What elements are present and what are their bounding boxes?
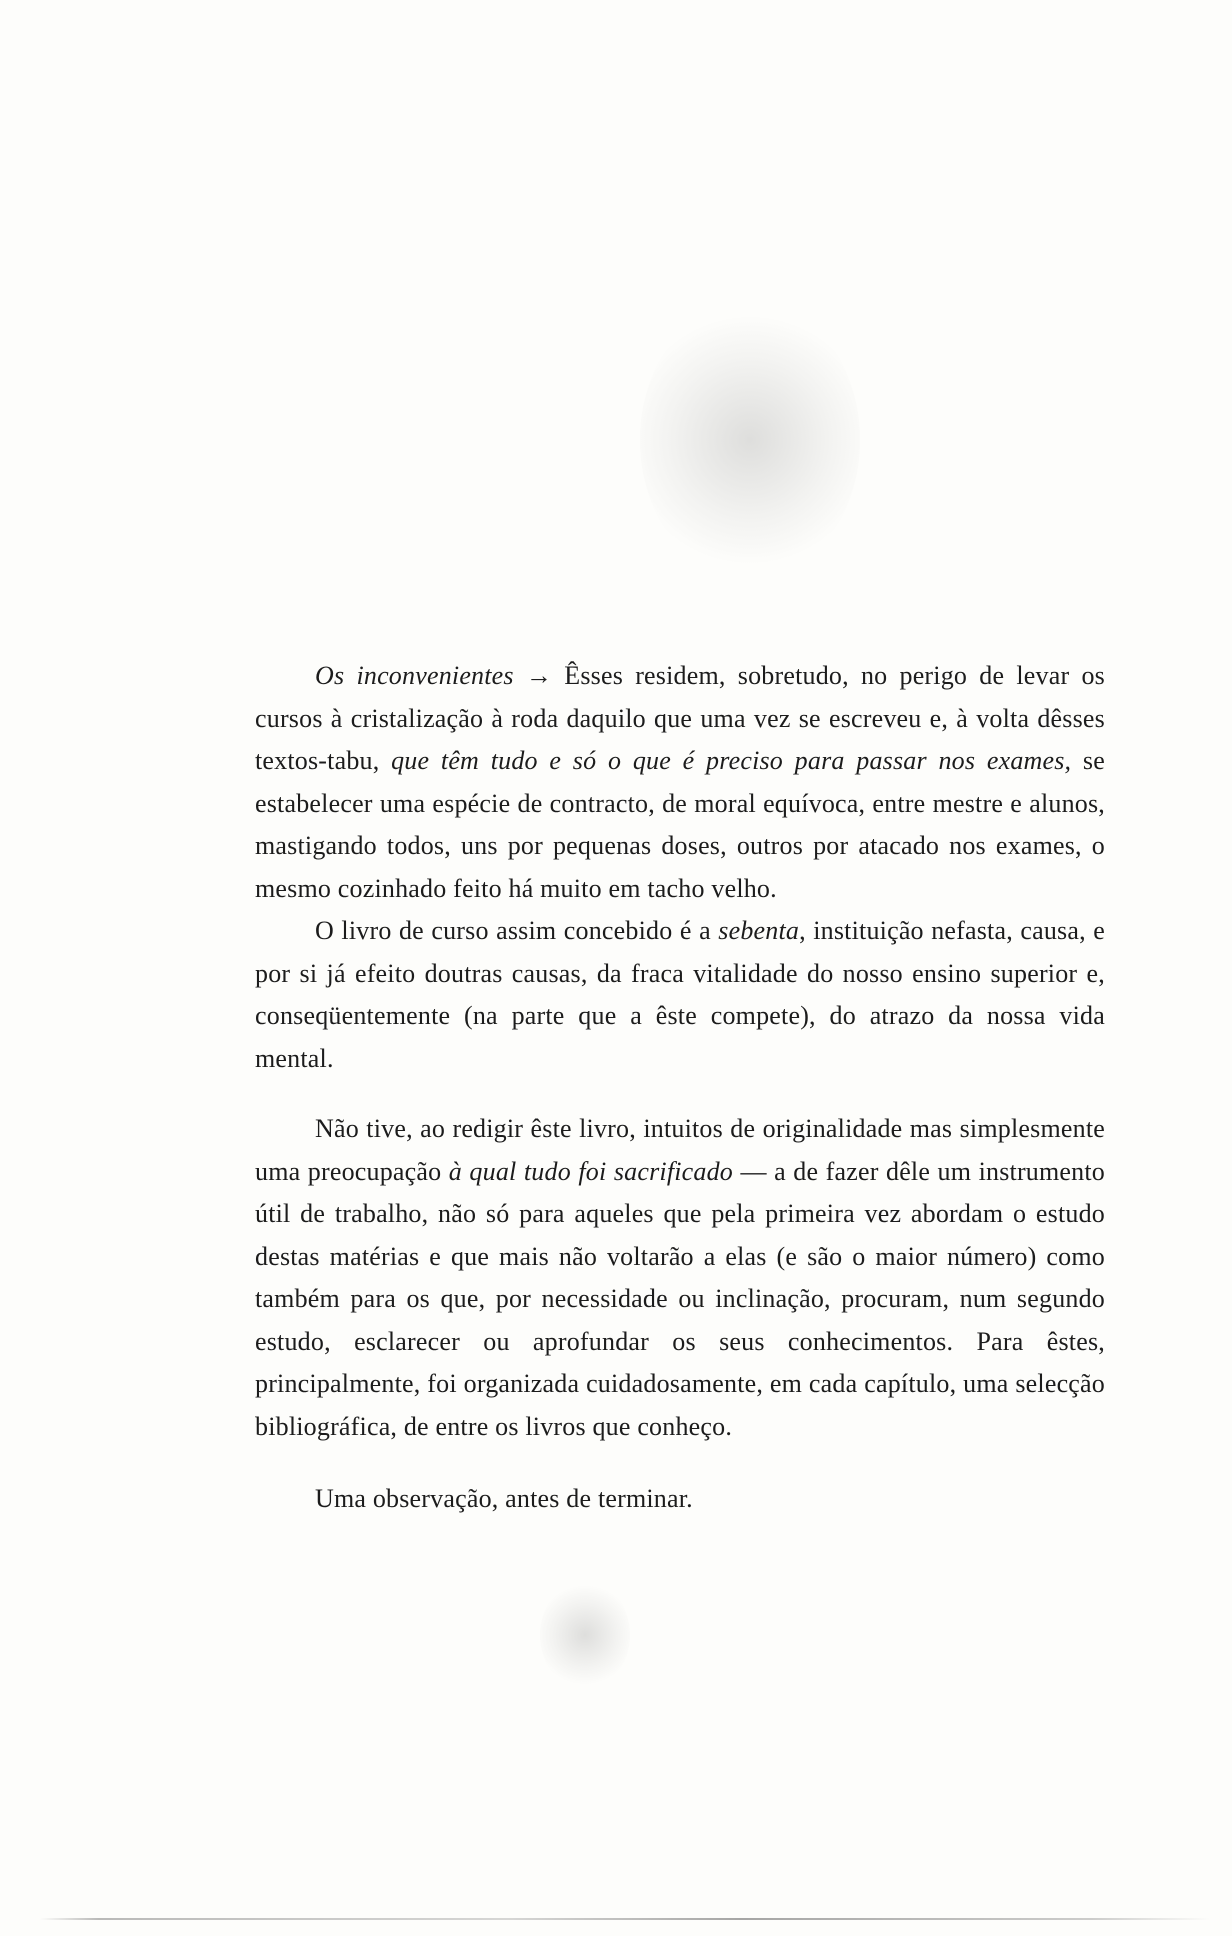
paragraph-label: Os inconvenientes — [315, 661, 514, 690]
page-edge-shadow — [40, 1918, 1210, 1920]
paper-stain — [640, 300, 860, 580]
arrow-symbol: → — [525, 661, 553, 690]
body-text — [255, 655, 1105, 1521]
paper-stain — [540, 1580, 630, 1690]
paragraph-originalidade: Não tive, ao redigir êste livro, intuitos de originalidade mas simplesmente uma preocupação à qual tudo foi sacrificado — a de fazer dêle um instrumento útil de trabalho, não só para aqueles que pela primeira vez abordam o estudo destas matérias e que mais não voltarão a elas (e são o maior número) como também para os que, por necessidade ou inclinação, procuram, num segundo estudo, esclarecer ou aprofundar os seus conhecimentos. Para êstes, principalmente, foi organizada cuidadosamente, em cada capítulo, uma selecção bibliográfica, de entre os livros que conheço. — [255, 1114, 1105, 1441]
paragraph-observacao: Uma observação, antes de terminar. — [315, 1484, 693, 1513]
paragraph-sebenta: O livro de curso assim concebido é a sebenta, instituição nefasta, causa, e por si já efeito doutras causas, da fraca vitalidade do nosso ensino superior e, conseqüentemente (na parte que a êste compete), do atrazo da nossa vida mental. — [255, 916, 1105, 1073]
paragraph-inconvenientes: Os inconvenientes → Êsses residem, sobretudo, no perigo de levar os cursos à cristalização à roda daquilo que uma vez se escreveu e, à volta dêsses textos-tabu, que têm tudo e só o que é preciso para passar nos exames, se estabelecer uma espécie de contracto, de moral equívoca, entre mestre e alunos, mastigando todos, uns por pequenas doses, outros por atacado nos exames, o mesmo cozinhado feito há muito em tacho velho. — [255, 661, 1105, 903]
